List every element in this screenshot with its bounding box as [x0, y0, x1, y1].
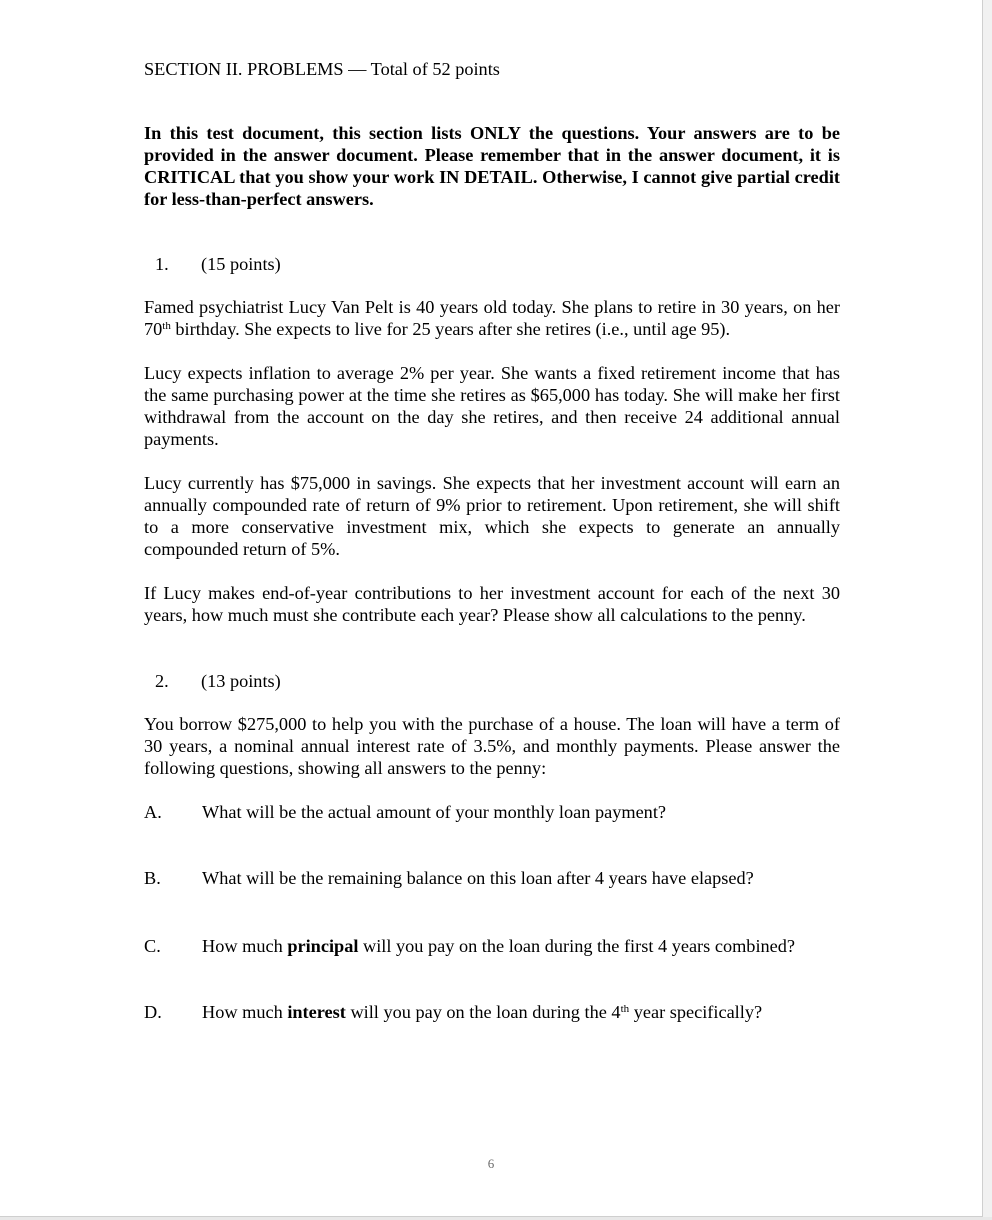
problem-2-header — [144, 670, 840, 692]
ordinal-suffix: th — [162, 320, 171, 332]
problem-1-paragraph-1 — [144, 296, 840, 340]
ordinal-suffix: th — [620, 1003, 630, 1015]
problem-1-paragraph-3: Lucy currently has $75,000 in savings. She expects that her investment account will earn an annually compounded rate of return of 9% prior to retirement. Upon retirement, she will shift to a more conservative investment mix, which she expects to generate an annually compounded return of 5%. — [144, 473, 840, 559]
question-a-letter: A. — [144, 802, 162, 822]
viewer-right-gutter — [983, 0, 992, 1220]
question-d-text-b: will you pay on the loan during the 4 — [345, 1002, 621, 1022]
question-a-text: What will be the actual amount of your monthly loan payment? — [202, 802, 667, 822]
question-c — [144, 935, 840, 957]
question-b-text: What will be the remaining balance on this loan after 4 years have elapsed? — [202, 868, 754, 888]
question-c-text-b: will you pay on the loan during the first 4 years combined? — [358, 936, 796, 956]
problem-2-points: (13 points) — [201, 671, 281, 691]
problem-1-paragraph-2: Lucy expects inflation to average 2% per year. She wants a fixed retirement income that has the same purchasing power at the time she retires as $65,000 has today. She will make her first withdrawal from the account on the day she retires, and then receive 24 additional annual payments. — [144, 363, 840, 449]
question-a — [144, 801, 840, 823]
problem-1-paragraph-4: If Lucy makes end-of-year contributions to her investment account for each of the next 30 years, how much must she contribute each year? Please show all calculations to the penny. — [144, 583, 840, 625]
question-c-text-a: How much — [202, 936, 288, 956]
problem-1-number: 1. — [155, 254, 169, 274]
section-title: SECTION II. PROBLEMS — Total of 52 points — [144, 59, 500, 79]
question-b-letter: B. — [144, 868, 161, 888]
question-b — [144, 867, 840, 889]
question-c-text — [202, 935, 795, 957]
question-d-text — [202, 1001, 762, 1023]
problem-2-number: 2. — [155, 671, 169, 691]
question-d — [144, 1001, 840, 1023]
question-c-emphasis: principal — [287, 936, 359, 956]
problem-1-paragraph-1-text-a: Famed psychiatrist Lucy Van Pelt is 40 years old today. She plans to retire in 30 years, on her 70 — [144, 297, 840, 339]
problem-1-header — [144, 253, 840, 275]
problem-1-points: (15 points) — [201, 254, 281, 274]
question-c-letter: C. — [144, 936, 161, 956]
question-d-letter: D. — [144, 1002, 162, 1022]
question-d-emphasis: interest — [287, 1002, 346, 1022]
problem-1-paragraph-1-text-b: birthday. She expects to live for 25 years after she retires (i.e., until age 95). — [170, 319, 731, 339]
instructions-paragraph: In this test document, this section lists ONLY the questions. Your answers are to be provided in the answer document. Please remember that in the answer document, it is CRITICAL that you show your work IN DETAIL. Otherwise, I cannot give partial credit for less-than-perfect answers. — [144, 123, 840, 209]
page-content — [144, 58, 840, 1023]
page-number: 6 — [487, 1156, 495, 1171]
question-d-text-c: year specifically? — [629, 1002, 763, 1022]
question-d-text-a: How much — [202, 1002, 288, 1022]
problem-2-intro: You borrow $275,000 to help you with the purchase of a house. The loan will have a term of 30 years, a nominal annual interest rate of 3.5%, and monthly payments. Please answer the following questions, showing all answers to the penny: — [144, 714, 840, 778]
